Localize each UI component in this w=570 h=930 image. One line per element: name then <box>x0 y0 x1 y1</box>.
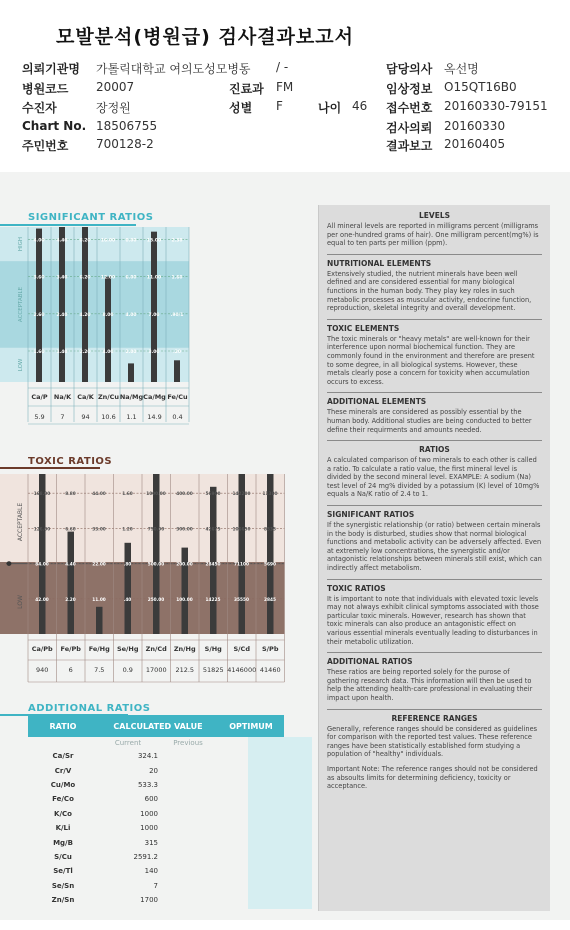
tox-column-label: Fe/Hg <box>88 645 110 653</box>
additional-row-ratio: Cu/Mo <box>50 780 76 789</box>
tox-tick-label: 500.00 <box>147 562 165 568</box>
tox-column-value: 6 <box>68 666 73 674</box>
sig-column-label: Ca/Mg <box>143 393 166 401</box>
sig-bar <box>59 227 65 382</box>
additional-row-current: 140 <box>144 867 158 876</box>
sig-column-value: 5.9 <box>34 413 45 421</box>
sig-tick-label: 2.00 <box>125 350 137 355</box>
sig-tick-label: 2.40 <box>56 312 68 318</box>
tox-tick-label: 11.00 <box>92 597 106 603</box>
sig-tick-label: 12.00 <box>100 275 116 281</box>
tox-tick-label: 1.20 <box>122 527 133 533</box>
sig-tick-label: .20 <box>173 350 181 355</box>
additional-row-ratio: Mg/B <box>53 838 73 847</box>
optimum-column-shade <box>248 737 312 909</box>
tox-column-value: 940 <box>36 666 49 674</box>
tox-column-label: S/Pb <box>262 645 279 653</box>
additional-row-current: 1700 <box>140 896 158 905</box>
sig-column-label: Ca/P <box>31 393 48 401</box>
field-value-sex: F <box>276 99 283 113</box>
sig-tick-label: 3.40 <box>56 275 68 281</box>
tox-bar <box>96 607 103 634</box>
reference-section-text: All mineral levels are reported in milligrams percent (milligrams per one-hundred grams of hair). One milligram percent(mg%) is equal to ten parts per million (ppm). <box>327 222 539 248</box>
sig-bar <box>105 277 111 382</box>
tox-tick-label: 28450 <box>205 562 221 568</box>
header-ratio: RATIO <box>49 721 77 731</box>
additional-subheader <box>28 737 284 749</box>
tox-column-label: Ca/Pb <box>31 645 53 653</box>
sig-column-value: 14.9 <box>147 413 162 421</box>
sig-tick-label: 3.00 <box>148 350 160 355</box>
additional-row <box>28 792 284 806</box>
toxic-title-rule <box>0 467 100 469</box>
tox-tick-label: 750.00 <box>147 527 165 533</box>
tox-tick-label: 5690 <box>264 562 276 568</box>
tox-tick-label: 1000.00 <box>146 492 166 498</box>
field-label-age: 나이 <box>318 101 342 115</box>
tox-tick-label: .80 <box>123 562 132 568</box>
reference-section-text: A calculated comparison of two minerals to each other is called a ratio. To calculate a ratio value, the first mineral level is divided by the second mineral level. EXAMPLE: A sodium (Na) test level of 24 mg% divided by a potassium (K) level of 10mg% equals a Na/K ratio of 2.4 to 1. <box>327 456 540 499</box>
sig-zone-high <box>0 227 189 261</box>
tox-column-value: 7.5 <box>94 666 105 674</box>
tox-tick-label: 14225 <box>205 597 221 603</box>
tox-tick-label: 250.00 <box>147 597 165 603</box>
tox-column-value: 4146000 <box>227 666 257 674</box>
additional-row-ratio: Se/Tl <box>53 867 73 876</box>
sig-tick-label: 3.60 <box>33 275 45 281</box>
tox-tick-label: 44.00 <box>92 492 106 498</box>
field-label-patient: 수진자 <box>22 101 57 115</box>
tox-column-value: 17000 <box>145 666 167 674</box>
sig-zone-acceptable <box>0 261 189 348</box>
additional-row-current: 20 <box>149 766 158 775</box>
additional-table-header <box>28 715 284 737</box>
tox-tick-label: 11380 <box>262 492 278 498</box>
field-value-request-date: 20160330 <box>444 119 506 133</box>
additional-row <box>28 835 284 849</box>
field-label-hospital-code: 병원코드 <box>22 82 69 96</box>
tox-column-label: Fe/Pb <box>60 645 81 653</box>
sig-tick-label: 8.20 <box>79 238 91 244</box>
sig-zone-label: ACCEPTABLE <box>18 286 24 323</box>
tox-column-value: 212.5 <box>175 666 195 674</box>
field-value-institution-extra: / - <box>276 60 289 74</box>
field-label-resident-no: 주민번호 <box>22 139 69 153</box>
tox-tick-label: 8.80 <box>65 492 76 498</box>
reference-section-heading: ADDITIONAL RATIOS <box>327 657 413 667</box>
sig-bar <box>174 360 180 382</box>
toxic-ratios-title: TOXIC RATIOS <box>28 456 113 467</box>
additional-row-ratio: Se/Sn <box>51 881 75 890</box>
field-label-department: 진료과 <box>229 82 264 96</box>
sig-column-value: 10.6 <box>101 413 116 421</box>
sig-tick-label: 4.00 <box>102 350 114 355</box>
tox-tick-label: 126.00 <box>33 527 51 533</box>
field-value-hospital-code: 20007 <box>96 80 135 94</box>
reference-text-panel <box>318 205 550 911</box>
field-value-department: FM <box>276 80 294 94</box>
reference-section-heading: REFERENCE RANGES <box>391 713 478 723</box>
tox-tick-label: 4.40 <box>65 562 76 568</box>
reference-section-text: These minerals are considered as possibly essential by the human body. Additional studies are being conducted to better define their requirments and amounts needed. <box>327 408 532 434</box>
reference-divider <box>327 254 542 255</box>
field-value-resident-no: 700128-2 <box>96 137 154 151</box>
reference-section <box>327 445 542 499</box>
reference-section <box>327 584 542 647</box>
tox-column-label: Zn/Hg <box>173 645 196 653</box>
toxic-ratios-chart <box>0 470 290 698</box>
tox-bar <box>239 474 246 634</box>
additional-row <box>28 821 284 835</box>
tox-tick-label: 1.60 <box>122 492 133 498</box>
sig-bar <box>82 227 88 382</box>
significant-title-rule <box>0 224 136 226</box>
reference-section-heading: SIGNIFICANT RATIOS <box>327 510 415 520</box>
field-label-receipt-no: 접수번호 <box>386 101 433 115</box>
sig-tick-label: 4.40 <box>56 238 68 244</box>
tox-tick-label: 8535 <box>264 527 276 533</box>
tox-column-value: 51825 <box>202 666 224 674</box>
reference-section-text: Generally, reference ranges should be considered as guidelines for comparison with the reported test values. These reference ranges have been statistically established form studying a population of "healthy" individuals. <box>327 724 538 759</box>
reference-section <box>327 211 542 248</box>
additional-row <box>28 879 284 893</box>
tox-tick-label: 400.00 <box>176 492 193 498</box>
reference-divider <box>327 319 542 320</box>
tox-bar <box>39 474 46 634</box>
additional-row-current: 2591.2 <box>133 852 158 861</box>
additional-row-ratio: K/Li <box>55 824 71 833</box>
sig-column-value: 94 <box>81 413 90 421</box>
tox-tick-label: 42675 <box>205 527 221 533</box>
tox-column-label: Se/Hg <box>116 645 139 653</box>
reference-section <box>327 657 542 702</box>
tox-tick-label: 168.00 <box>33 492 51 498</box>
reference-section-text: Important Note: The reference ranges should not be considered as absoults limits for determining deficiency, toxicity or acceptance. <box>327 764 538 791</box>
additional-rows <box>28 749 284 907</box>
sig-column-label: Fe/Cu <box>167 393 188 401</box>
sig-tick-label: 2.30 <box>171 238 183 244</box>
sig-column-value: 1.1 <box>126 413 137 421</box>
additional-row-current: 533.3 <box>137 780 158 789</box>
additional-row-current: 1000 <box>140 809 158 818</box>
reference-divider <box>327 440 542 441</box>
field-label-doctor: 담당의사 <box>386 62 433 76</box>
sig-tick-label: 15.00 <box>146 238 162 244</box>
field-value-chart-no: 18506755 <box>96 119 158 133</box>
reference-section <box>327 714 542 759</box>
sig-tick-label: 1.60 <box>33 350 45 355</box>
tox-tick-label: .40 <box>123 597 132 603</box>
reference-divider <box>327 709 542 710</box>
tox-tick-label: 42.00 <box>35 597 49 603</box>
sig-tick-label: 2.20 <box>79 350 91 355</box>
additional-row-current: 7 <box>153 881 158 890</box>
reference-section-heading: RATIOS <box>419 445 450 455</box>
additional-row-ratio: Fe/Co <box>52 795 74 804</box>
sig-bar <box>128 363 134 382</box>
tox-tick-label: 2845 <box>264 597 276 603</box>
sig-tick-label: 16.00 <box>100 238 116 244</box>
sig-bar <box>151 232 157 382</box>
sig-column-value: 0.4 <box>172 413 183 421</box>
significant-ratios-title: SIGNIFICANT RATIOS <box>28 212 154 223</box>
reference-section-text: The toxic minerals or "heavy metals" are well-known for their interference upon normal biochemical function. They are commonly found in the environment and therefore are present to some degree, in all biological systems. However, these metals clearly pose a concern for toxicity when accumulation occurs to excess. <box>327 334 535 386</box>
field-value-receipt-no: 20160330-79151 <box>444 99 548 113</box>
tox-tick-label: 6.60 <box>65 527 76 533</box>
reference-section-heading: ADDITIONAL ELEMENTS <box>327 397 427 407</box>
field-label-institution: 의뢰기관명 <box>22 62 80 76</box>
sig-column-label: Na/K <box>53 393 72 401</box>
additional-row <box>28 807 284 821</box>
tox-tick-label: 106650 <box>232 527 251 533</box>
additional-row-ratio: Ca/Sr <box>52 752 74 761</box>
additional-row-current: 600 <box>144 795 158 804</box>
report-header <box>0 0 570 172</box>
reference-divider <box>327 652 542 653</box>
tox-bar <box>153 474 160 634</box>
sig-tick-label: 8.00 <box>125 238 137 244</box>
sig-tick-label: 4.00 <box>125 312 137 318</box>
sig-zone-low <box>0 348 189 382</box>
tox-tick-label: 200.00 <box>176 562 193 568</box>
reference-divider <box>327 505 542 506</box>
sig-tick-label: 1.60 <box>171 275 183 281</box>
reference-section <box>327 324 542 387</box>
sig-tick-label: 1.40 <box>56 350 68 355</box>
tox-bar <box>267 474 274 634</box>
sig-tick-label: 8.00 <box>102 312 114 318</box>
sig-tick-label: 4.00 <box>33 238 45 244</box>
reference-section <box>327 510 542 573</box>
field-value-report-date: 20160405 <box>444 137 506 151</box>
sig-bar <box>36 229 42 382</box>
reference-section <box>327 259 542 313</box>
field-value-patient: 장정원 <box>96 101 131 115</box>
additional-row-current: 315 <box>144 838 158 847</box>
tox-tick-label: 300.00 <box>176 527 193 533</box>
sig-tick-label: 6.20 <box>79 275 91 281</box>
sig-column-value: 7 <box>60 413 65 421</box>
sig-zone-label: HIGH <box>18 236 24 252</box>
significant-ratios-chart <box>0 227 212 427</box>
additional-row <box>28 893 284 907</box>
reference-section-heading: TOXIC ELEMENTS <box>327 323 400 333</box>
additional-row-ratio: Zn/Sn <box>51 896 75 905</box>
reference-section <box>327 765 542 791</box>
reference-section-heading: TOXIC RATIOS <box>327 583 386 593</box>
field-label-report-date: 결과보고 <box>386 139 433 153</box>
sig-column-label: Zn/Cu <box>97 393 120 401</box>
tox-tick-label: 35550 <box>234 597 249 603</box>
sig-tick-label: 4.20 <box>79 312 91 318</box>
subheader-previous: Previous <box>173 739 203 747</box>
field-label-sex: 성별 <box>229 101 253 115</box>
field-label-clinical-info: 임상정보 <box>386 82 433 96</box>
additional-ratios-title: ADDITIONAL RATIOS <box>28 703 151 714</box>
sig-tick-label: .90/1 <box>170 312 184 318</box>
sig-tick-label: 11.00 <box>146 275 162 281</box>
tox-bar <box>68 532 75 634</box>
reference-section-heading: NUTRITIONAL ELEMENTS <box>327 258 432 268</box>
tox-column-label: S/Hg <box>204 645 222 653</box>
additional-row-ratio: S/Cu <box>54 852 72 861</box>
additional-row-current: 1000 <box>140 824 158 833</box>
header-calculated-value: CALCULATED VALUE <box>113 721 203 731</box>
tox-bar <box>125 543 132 634</box>
reference-section-text: If the synergistic relationship (or ratio) between certain minerals in the body is disturbed, studies show that normal biological functions and metabolic activity can be adversely affected. Even at extremely low concentrations, the synergistic and/or antagonistic relationships between minerals still exist, which can indirectly affect metabolism. <box>327 521 542 573</box>
tox-tick-label: 84.00 <box>35 562 49 568</box>
sig-zone-label: LOW <box>18 358 24 372</box>
reference-section-text: These ratios are being reported solely for the purose of gathering research data. This information will then be used to help the attending health-care professional in evaluating their impact upon health. <box>327 668 533 702</box>
sig-column-label: Ca/K <box>77 393 94 401</box>
reference-section-text: It is important to note that individuals with elevated toxic levels may not always exhibit clinical symptoms associated with those particular toxic minerals. However, research has shown that toxic minerals can also produce an antagonistic effect on various essential minerals eventually leading to disturbances in their metabolic utilization. <box>327 594 539 646</box>
reference-divider <box>327 579 542 580</box>
tox-tick-label: 2.20 <box>65 597 76 603</box>
tox-threshold-marker <box>7 561 12 566</box>
sig-tick-label: 6.00 <box>125 275 137 281</box>
sig-tick-label: 2.60 <box>33 312 45 318</box>
tox-tick-label: 22.00 <box>92 562 106 568</box>
header-optimum: OPTIMUM <box>229 721 273 731</box>
additional-row <box>28 749 284 763</box>
field-value-clinical-info: O15QT16B0 <box>444 80 517 94</box>
additional-row <box>28 864 284 878</box>
reference-section-heading: LEVELS <box>418 211 450 220</box>
reference-section <box>327 397 542 434</box>
tox-column-value: 0.9 <box>122 666 133 674</box>
tox-zone-label: ACCEPTABLE <box>17 502 24 542</box>
tox-bar <box>210 487 217 634</box>
field-label-request-date: 검사의뢰 <box>386 121 433 135</box>
tox-tick-label: 56900 <box>205 492 221 498</box>
additional-row <box>28 763 284 777</box>
tox-tick-label: 100.00 <box>176 597 193 603</box>
sig-tick-label: 7.00 <box>148 312 160 318</box>
reference-section-text: Extensively studied, the nutrient minerals have been well defined and are considered essential for many biological functions in the human body. They play key roles in such metabolic processes as muscular activity, endocrine function, reproduction, skeletal integrity and overall development. <box>327 269 532 313</box>
additional-row <box>28 850 284 864</box>
tox-column-label: Zn/Cd <box>145 645 167 653</box>
report-title: 모발분석(병원급) 검사결과보고서 <box>56 26 354 48</box>
tox-tick-label: 33.00 <box>92 527 106 533</box>
additional-ratios-table <box>28 715 284 907</box>
reference-divider <box>327 392 542 393</box>
tox-tick-label: 142200 <box>232 492 251 498</box>
subheader-current: Current <box>114 739 142 747</box>
additional-row-ratio: K/Co <box>54 809 72 818</box>
tox-zone-label: LOW <box>17 595 24 609</box>
additional-row <box>28 778 284 792</box>
field-value-institution: 가톨릭대학교 여의도성모병동 <box>96 62 251 76</box>
additional-row-ratio: Cr/V <box>54 766 72 775</box>
field-value-doctor: 옥선명 <box>444 62 479 76</box>
additional-row-current: 324.1 <box>137 752 158 761</box>
tox-column-value: 41460 <box>259 666 281 674</box>
tox-bar <box>182 548 189 634</box>
tox-column-label: S/Cd <box>233 645 250 653</box>
tox-tick-label: 71100 <box>234 562 249 568</box>
field-label-chart-no: Chart No. <box>22 119 87 133</box>
field-value-age: 46 <box>352 99 368 113</box>
sig-column-label: Na/Mg <box>119 393 144 401</box>
